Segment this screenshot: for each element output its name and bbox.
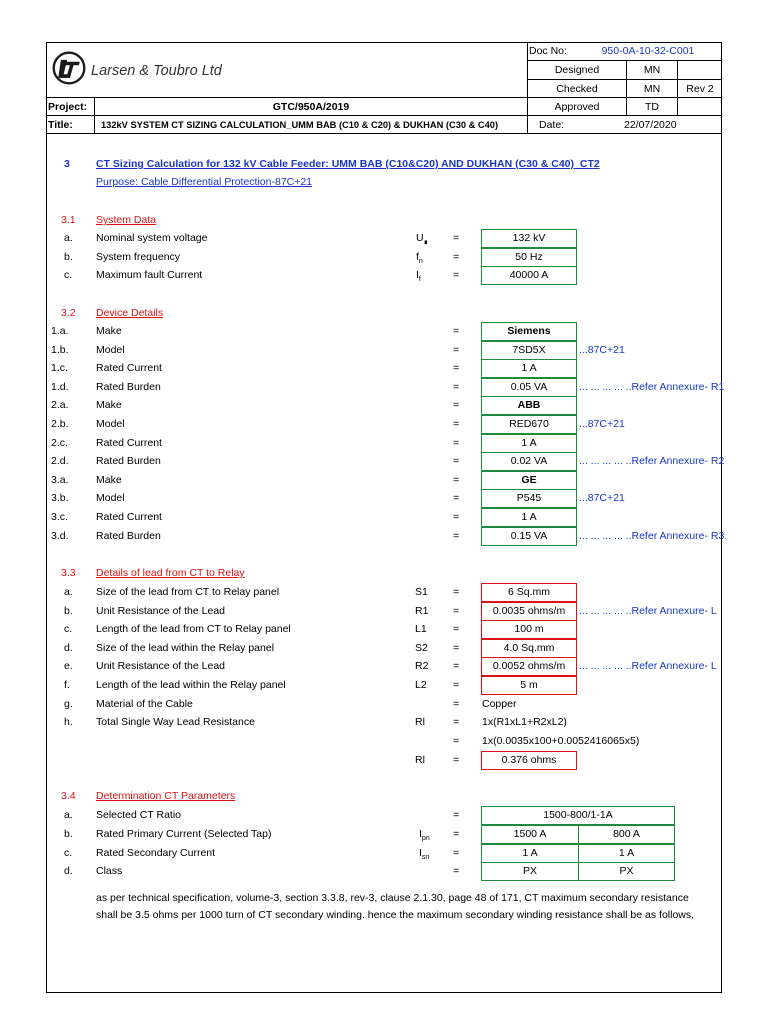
value-box: 132 kV bbox=[481, 229, 577, 248]
value-box: 50 Hz bbox=[481, 248, 577, 267]
row-index: 2.d. bbox=[51, 455, 69, 468]
row-note: ...87C+21 bbox=[579, 343, 625, 356]
row-equals: = bbox=[453, 846, 460, 859]
row-label: Length of the lead from CT to Relay panel bbox=[96, 623, 291, 636]
value-box: 0.0052 ohms/m bbox=[481, 657, 577, 676]
lt-logo-icon bbox=[51, 50, 87, 86]
row-index: a. bbox=[64, 586, 73, 598]
row-equals: = bbox=[453, 455, 460, 468]
row-symbol bbox=[419, 828, 430, 842]
company-name: Larsen & Toubro Ltd bbox=[91, 63, 222, 79]
note-line: shall be 3.5 ohms per 1000 turn of CT secondary winding. hence the maximum secondary winding resistance shall be as follows, bbox=[96, 909, 695, 921]
row-equals: = bbox=[453, 399, 460, 412]
row-label: Rated Burden bbox=[96, 380, 161, 393]
subsection-number: 3.1 bbox=[61, 214, 76, 226]
row-index: a. bbox=[64, 809, 73, 821]
row-label: Selected CT Ratio bbox=[96, 809, 182, 821]
row-equals: = bbox=[453, 436, 460, 449]
subsection-number: 3.4 bbox=[61, 790, 76, 802]
symbol-sub: sn bbox=[421, 853, 430, 861]
value-box: 4.0 Sq.mm bbox=[481, 639, 577, 658]
row-index: 1.d. bbox=[51, 380, 69, 393]
row-equals: = bbox=[453, 343, 460, 356]
value-box: PX bbox=[578, 862, 675, 881]
row-equals: = bbox=[453, 380, 460, 393]
section-number: 3 bbox=[64, 158, 70, 170]
value-box: Siemens bbox=[481, 322, 577, 341]
result-equals: = bbox=[453, 754, 460, 766]
row-equals: = bbox=[453, 623, 460, 636]
row-index: a. bbox=[64, 232, 73, 244]
doc-no-label: Doc No: bbox=[529, 45, 567, 57]
subsection-number: 3.2 bbox=[61, 307, 76, 319]
row-index: 3.b. bbox=[51, 492, 69, 505]
value-box: 0.05 VA bbox=[481, 378, 577, 397]
doc-no-value: 950-0A-10-32-C001 bbox=[601, 45, 695, 57]
row-label: Make bbox=[96, 399, 122, 412]
row-equals: = bbox=[453, 586, 460, 598]
approved-label: Approved bbox=[554, 101, 600, 113]
value-box: 7SD5X bbox=[481, 341, 577, 360]
row-equals: = bbox=[453, 865, 460, 878]
row-index: d. bbox=[64, 641, 73, 654]
row-index: 1.a. bbox=[51, 325, 69, 337]
row-label: Material of the Cable bbox=[96, 697, 193, 710]
row-equals: = bbox=[453, 641, 460, 654]
formula-value: 1x(0.0035x100+0.0052416065x5) bbox=[482, 735, 640, 747]
row-symbol bbox=[416, 232, 428, 246]
row-label: Rated Current bbox=[96, 362, 162, 375]
row-index: g. bbox=[64, 697, 73, 710]
row-index: 2.c. bbox=[51, 436, 68, 449]
value-box: 6 Sq.mm bbox=[481, 583, 577, 602]
symbol-main: f bbox=[416, 250, 419, 263]
row-equals: = bbox=[453, 511, 460, 523]
value-box: 1 A bbox=[481, 434, 577, 453]
row-index: b. bbox=[64, 250, 73, 263]
row-index: e. bbox=[64, 660, 73, 673]
row-equals: = bbox=[453, 716, 460, 729]
symbol-sub: pn bbox=[421, 834, 430, 842]
row-equals: = bbox=[453, 604, 460, 617]
row-index: c. bbox=[64, 846, 73, 859]
row-label: Length of the lead within the Relay panel bbox=[96, 679, 286, 691]
value-box: 5 m bbox=[481, 676, 577, 695]
value-box: 1 A bbox=[481, 508, 577, 527]
row-label: Size of the lead from CT to Relay panel bbox=[96, 586, 280, 598]
row-label: Rated Primary Current (Selected Tap) bbox=[96, 827, 272, 840]
row-index: c. bbox=[64, 623, 73, 636]
subsection-heading: Device Details bbox=[96, 307, 164, 319]
row-index: h. bbox=[64, 716, 73, 729]
row-symbol: Rl bbox=[415, 716, 425, 729]
row-label: Maximum fault Current bbox=[96, 269, 203, 281]
row-value: Copper bbox=[482, 697, 517, 710]
row-note: ... ... ... ... ..Refer Annexure- R3 bbox=[579, 529, 725, 542]
value-box: GE bbox=[481, 471, 577, 490]
row-index: b. bbox=[64, 604, 73, 617]
title-value: 132kV SYSTEM CT SIZING CALCULATION_UMM BAB (C10 & C20) & DUKHAN (C30 & C40) bbox=[101, 120, 499, 130]
checked-label: Checked bbox=[556, 83, 598, 95]
symbol-main: I bbox=[416, 269, 419, 281]
row-index: 1.b. bbox=[51, 343, 69, 356]
date-value: 22/07/2020 bbox=[624, 119, 677, 131]
row-index: b. bbox=[64, 827, 73, 840]
row-label: Model bbox=[96, 418, 125, 430]
symbol-sub: n bbox=[418, 257, 423, 265]
section-heading: CT Sizing Calculation for 132 kV Cable Feeder: UMM BAB (C10&C20) AND DUKHAN (C30 & C40)_CT2 bbox=[96, 158, 600, 170]
row-equals: = bbox=[453, 827, 460, 840]
value-box: 40000 A bbox=[481, 266, 577, 285]
grid-line bbox=[527, 60, 722, 61]
row-equals: = bbox=[453, 660, 460, 673]
value-box: P545 bbox=[481, 489, 577, 508]
row-label: Rated Current bbox=[96, 511, 162, 523]
row-symbol bbox=[416, 269, 421, 283]
value-box: 0.02 VA bbox=[481, 452, 577, 471]
row-label: System frequency bbox=[96, 250, 181, 263]
value-box: 1 A bbox=[481, 359, 577, 378]
row-note: ...87C+21 bbox=[579, 492, 625, 505]
row-note: ... ... ... ... ..Refer Annexure- R1 bbox=[579, 380, 725, 393]
value-box: 800 A bbox=[578, 825, 675, 844]
row-label: Model bbox=[96, 343, 125, 356]
row-index: 3.c. bbox=[51, 511, 68, 523]
grid-line bbox=[527, 79, 722, 80]
subsection-heading: System Data bbox=[96, 214, 157, 226]
designed-value: MN bbox=[643, 64, 661, 76]
row-symbol: R2 bbox=[415, 660, 429, 673]
row-symbol bbox=[419, 847, 429, 861]
row-index: f. bbox=[64, 679, 70, 691]
row-label: Rated Burden bbox=[96, 455, 161, 468]
section-purpose: Purpose: Cable Differential Protection-87C+21 bbox=[96, 176, 313, 188]
row-label: Rated Burden bbox=[96, 529, 161, 542]
row-symbol: S1 bbox=[415, 586, 428, 598]
row-value: 1x(R1xL1+R2xL2) bbox=[482, 716, 567, 729]
row-equals: = bbox=[453, 325, 460, 337]
grid-line bbox=[47, 97, 722, 98]
subsection-number: 3.3 bbox=[61, 567, 76, 579]
designed-label: Designed bbox=[554, 64, 600, 76]
row-label: Model bbox=[96, 492, 125, 505]
row-equals: = bbox=[453, 232, 460, 244]
row-index: 2.a. bbox=[51, 399, 69, 412]
symbol-sub: f bbox=[418, 276, 421, 284]
value-box: 1 A bbox=[578, 844, 675, 863]
row-label: Unit Resistance of the Lead bbox=[96, 604, 225, 617]
value-box: 100 m bbox=[481, 620, 577, 639]
row-note: ...87C+21 bbox=[579, 418, 625, 430]
value-box: RED670 bbox=[481, 415, 577, 434]
row-label: Class bbox=[96, 865, 123, 878]
row-index: c. bbox=[64, 269, 73, 281]
row-equals: = bbox=[453, 269, 460, 281]
value-box: ABB bbox=[481, 396, 577, 415]
grid-line bbox=[47, 115, 722, 116]
row-symbol bbox=[416, 251, 423, 265]
row-symbol: L1 bbox=[415, 623, 427, 636]
row-note: ... ... ... ... ..Refer Annexure- L bbox=[579, 604, 717, 617]
row-equals: = bbox=[453, 809, 460, 821]
row-label: Make bbox=[96, 473, 122, 486]
project-value: GTC/950A/2019 bbox=[272, 101, 350, 113]
value-box: 0.15 VA bbox=[481, 527, 577, 546]
row-label: Nominal system voltage bbox=[96, 232, 208, 244]
row-label: Total Single Way Lead Resistance bbox=[96, 716, 255, 729]
subsection-heading: Details of lead from CT to Relay bbox=[96, 567, 245, 579]
approved-value: TD bbox=[645, 101, 659, 113]
row-note: ... ... ... ... ..Refer Annexure- L bbox=[579, 660, 717, 673]
value-box: PX bbox=[481, 862, 579, 881]
value-box: 0.0035 ohms/m bbox=[481, 602, 577, 621]
symbol-sub: ∎ bbox=[423, 239, 429, 247]
row-index: 3.a. bbox=[51, 473, 69, 486]
row-label: Make bbox=[96, 325, 122, 337]
row-label: Rated Current bbox=[96, 436, 162, 449]
row-equals: = bbox=[453, 362, 460, 375]
result-symbol: Rl bbox=[415, 754, 425, 766]
date-label: Date: bbox=[539, 119, 565, 131]
row-equals: = bbox=[453, 529, 460, 542]
row-equals: = bbox=[453, 679, 460, 691]
row-symbol: L2 bbox=[415, 679, 427, 691]
project-label: Project: bbox=[48, 101, 88, 113]
row-equals: = bbox=[453, 250, 460, 263]
row-label: Rated Secondary Current bbox=[96, 846, 216, 859]
row-label: Unit Resistance of the Lead bbox=[96, 660, 225, 673]
row-symbol: R1 bbox=[415, 604, 429, 617]
row-equals: = bbox=[453, 492, 460, 505]
row-label: Size of the lead within the Relay panel bbox=[96, 641, 275, 654]
row-equals: = bbox=[453, 418, 460, 430]
row-note: ... ... ... ... ..Refer Annexure- R2 bbox=[579, 455, 725, 468]
row-equals: = bbox=[453, 473, 460, 486]
row-equals: = bbox=[453, 697, 460, 710]
revision-label: Rev 2 bbox=[686, 83, 714, 95]
formula-equals: = bbox=[453, 735, 460, 747]
row-index: 2.b. bbox=[51, 418, 69, 430]
row-index: 1.c. bbox=[51, 362, 68, 375]
grid-line bbox=[47, 133, 722, 134]
symbol-main: I bbox=[419, 827, 422, 840]
calculation-sheet bbox=[46, 42, 725, 993]
title-label: Title: bbox=[48, 119, 73, 131]
result-box: 0.376 ohms bbox=[481, 751, 577, 770]
symbol-main: U bbox=[416, 232, 424, 244]
row-symbol: S2 bbox=[415, 641, 428, 654]
row-index: d. bbox=[64, 865, 73, 878]
symbol-main: I bbox=[419, 846, 422, 859]
row-index: 3.d. bbox=[51, 529, 69, 542]
checked-value: MN bbox=[643, 83, 661, 95]
note-line: as per technical specification, volume-3, section 3.3.8, rev-3, clause 2.1.30, page 48 of 171, CT maximum secondary resistance bbox=[96, 892, 689, 904]
subsection-heading: Determination CT Parameters bbox=[96, 790, 236, 802]
value-box: 1 A bbox=[481, 844, 579, 863]
value-box: 1500-800/1-1A bbox=[481, 806, 675, 825]
value-box: 1500 A bbox=[481, 825, 579, 844]
